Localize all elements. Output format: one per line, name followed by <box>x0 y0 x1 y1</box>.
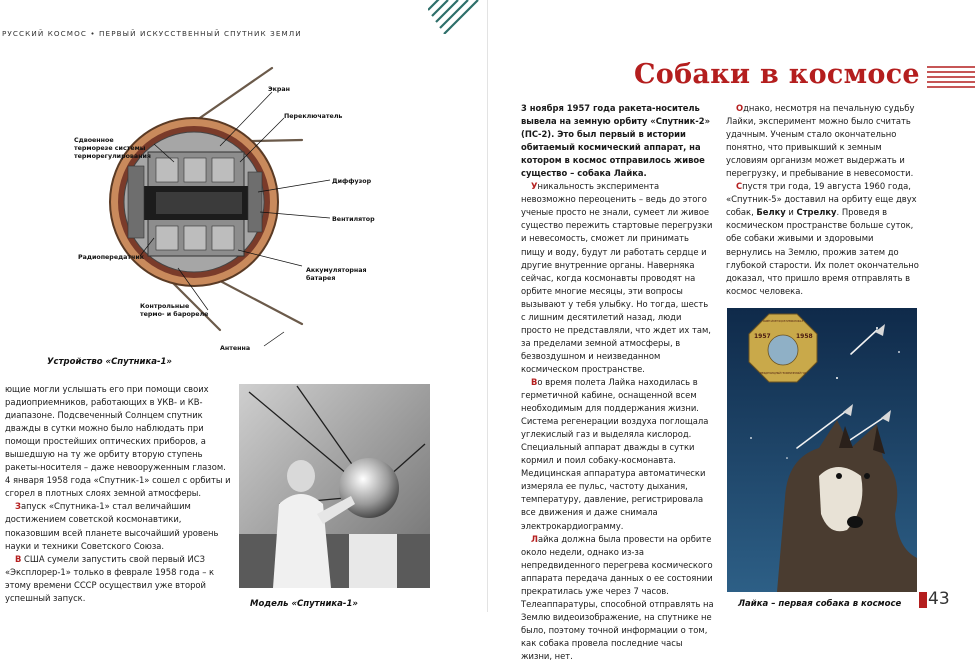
label-thermal-3: терморегулирования <box>74 153 151 160</box>
drop-cap: У <box>531 181 538 192</box>
paragraph: Запуск «Спутника-1» стал величайшим достижением советской космонавтики, показовшим всей планете высочайший уровень науки и техники Советского Союза. <box>5 501 219 551</box>
photo-sputnik-model <box>239 384 430 588</box>
label-antenna: Антенна <box>220 345 251 352</box>
label-control-2: термо- и барореле <box>140 311 209 318</box>
drop-cap: Л <box>531 533 538 544</box>
label-radio: Радиопередатчик <box>78 254 145 261</box>
photo-laika-poster <box>727 308 917 592</box>
page-gutter <box>487 0 488 612</box>
laika-poster-illustration <box>727 308 917 592</box>
label-thermal-2: терморезе системы <box>74 145 146 152</box>
paragraph: Однако, несмотря на печальную судьбу Лайки, эксперимент можно было считать удачным. Ученым стало окончательно понятно, что привыкший к земным условиям организм может выдержать и перегрузку, и пребывание в невесомости. <box>726 103 915 179</box>
right-page-column-2 <box>726 102 921 298</box>
label-battery-2: батарея <box>306 275 336 282</box>
poster-badge-bottom: МЕЖДУНАРОДНЫЙ ГЕОФИЗИЧЕСКИЙ ГОД <box>760 372 818 375</box>
drop-cap: В <box>15 553 22 564</box>
sputnik-cutaway-diagram <box>44 62 390 354</box>
poster-badge-top: ANNÉE GÉOPHYSIQUE INTERNATIONALE <box>763 320 815 323</box>
lead-paragraph: 3 ноября 1957 года ракета-носитель вывела на земную орбиту «Спутник-2» (ПС-2). Это был первый в истории обитаемый космический аппарат, на котором в космос отправилось живое существо – собака Лайка. <box>521 103 711 179</box>
label-thermal-1: Сдвоенное <box>74 137 114 144</box>
poster-year-2: 1958 <box>796 333 813 340</box>
label-battery-1: Аккумуляторная <box>306 267 367 274</box>
paragraph: ющие могли услышать его при помощи своих радиоприемников, работающих в УКВ- и КВ-диапазоне. Подсвеченный Солнцем спутник дважды в сутки можно было наблюдать при помощи простейших оптических приборов, а вышедшую на ту же орбиту вторую ступень ракеты-носителя – даже невооруженным глазом. 4 января 1958 года «Спутник-1» сошел с орбиты и сгорел в плотных слоях земной атмосферы. <box>5 384 231 499</box>
photo-model-caption: Модель «Спутника-1» <box>250 599 358 609</box>
igy-badge <box>749 314 817 382</box>
drop-cap: В <box>531 376 538 387</box>
drop-cap: С <box>736 181 743 192</box>
poster-year-1: 1957 <box>754 333 771 340</box>
paragraph: В США сумели запустить свой первый ИСЗ «Эксплорер-1» только в феврале 1958 года – к этому времени СССР осуществил уже второй успешный запуск. <box>5 553 215 603</box>
label-diffuser: Диффузор <box>332 178 372 185</box>
paragraph: Во время полета Лайка находилась в герметичной кабине, оснащенной всем необходимым для поддержания жизни. Система регенерации воздуха поглощала углекислый газ и выделяла кислород. Специальный аппарат дважды в сутки кормил и поил собаку-космонавта. Медицинская аппаратура автоматически измеряла ее пульс, частоту дыхания, температуру, давление, регистрировала все движения и даже снимала электрокардиограмму. <box>521 376 709 531</box>
left-text-column <box>5 383 231 605</box>
page-number-accent <box>919 592 927 608</box>
title-rule-lines <box>927 65 975 91</box>
page-title: Собаки в космосе <box>634 59 920 90</box>
drop-cap: О <box>736 103 744 113</box>
label-screen: Экран <box>268 86 291 93</box>
label-switch: Переключатель <box>284 113 343 120</box>
page-number: 43 <box>928 589 950 609</box>
right-page-column-1 <box>521 102 714 663</box>
corner-stripes-decoration <box>428 0 488 34</box>
label-control-1: Контрольные <box>140 303 190 310</box>
running-head: РУССКИЙ КОСМОС • ПЕРВЫЙ ИСКУССТВЕННЫЙ СПУТНИК ЗЕМЛИ <box>2 29 302 38</box>
sputnik-model-photo-illustration <box>239 384 430 588</box>
diagram-caption: Устройство «Спутника-1» <box>47 357 172 367</box>
paragraph: Спустя три года, 19 августа 1960 года, «Спутник-5» доставил на орбиту еще двух собак, Белку и Стрелку. Проведя в космическом пространстве больше суток, обе собаки живыми и здоровыми вернулись на Землю, прожив затем до глубокой старости. Их полет окончательно доказал, что пришло время отправлять в космос человека. <box>726 181 919 296</box>
drop-cap: З <box>15 501 21 512</box>
name-belka: Белку <box>756 207 786 218</box>
name-strelka: Стрелку <box>796 207 837 218</box>
label-fan: Вентилятор <box>332 216 375 223</box>
paragraph: Лайка должна была провести на орбите около недели, однако из-за непредвиденного перегрева космического аппарата передача данных о ее состоянии прекратилась уже через 7 часов. Телеаппаратуры, способной отправлять на Землю видеоизображение, на спутнике не было, поэтому точной информации о том, как собака провела последние часы жизни, нет. <box>521 533 714 661</box>
poster-caption: Лайка – первая собака в космосе <box>738 599 902 609</box>
paragraph: Уникальность эксперимента невозможно переоценить – ведь до этого ученые просто не знали, сумеет ли живое существо пережить стартовые перегрузки и невесомость, сможет ли принимать пищу и воду, будут ли работать сердце и другие внутренние органы. Наверняка сейчас, когда космонавты проводят на орбите многие месяцы, эти вопросы вызывают у тебя улыбку. Но тогда, шесть с лишним десятилетий назад, люди просто не представляли, что ждет их там, за пределами земной атмосферы, в безвоздушном и неизведанном космическом пространстве. <box>521 181 713 374</box>
